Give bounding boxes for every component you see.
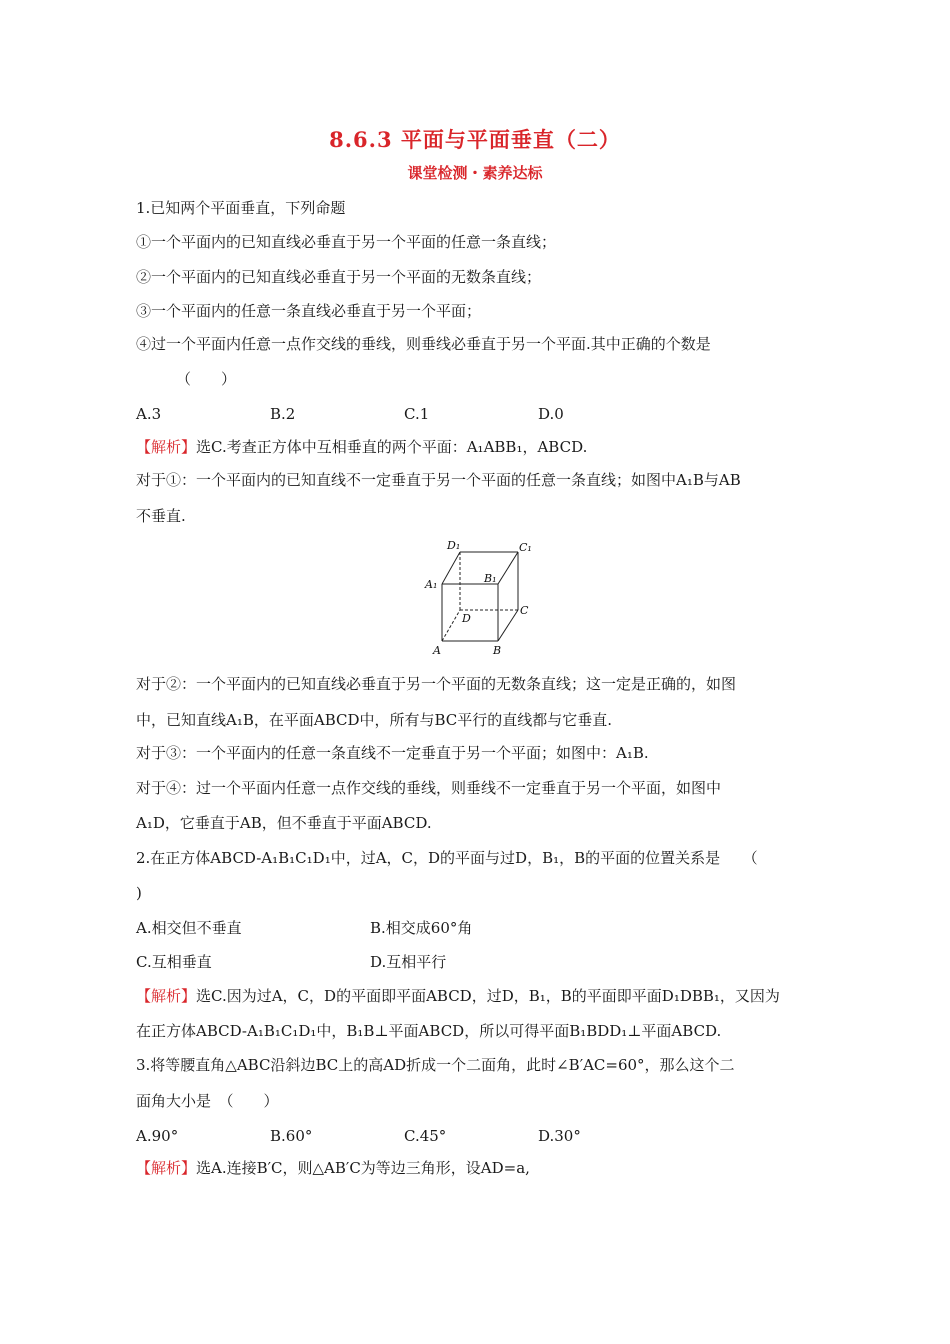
q2-option-a: A.相交但不垂直 bbox=[136, 919, 242, 937]
cube-figure bbox=[420, 536, 535, 658]
analysis-tag: 【解析】 bbox=[136, 438, 197, 456]
q1-item-2: ②一个平面内的已知直线必垂直于另一个平面的无数条直线； bbox=[136, 268, 542, 286]
q1-analysis-line-4: 对于②：一个平面内的已知直线必垂直于另一个平面的无数条直线；这一定是正确的，如图 bbox=[136, 675, 737, 693]
q3-analysis-line-1 bbox=[136, 1158, 530, 1178]
q1-analysis-line-3: 不垂直. bbox=[136, 507, 186, 525]
q3-option-c: C.45° bbox=[404, 1127, 447, 1145]
q1-option-b: B.2 bbox=[270, 405, 296, 423]
q2-option-b: B.相交成60°角 bbox=[370, 919, 473, 937]
edge-b1c1 bbox=[498, 552, 518, 584]
q1-analysis-text: 选C.考查正方体中互相垂直的两个平面：A₁ABB₁，ABCD. bbox=[196, 438, 588, 456]
label-a1: A₁ bbox=[425, 578, 438, 591]
section-subtitle: 课堂检测・素养达标 bbox=[407, 164, 543, 182]
analysis-tag: 【解析】 bbox=[136, 1159, 197, 1177]
label-c: C bbox=[520, 604, 529, 617]
label-c1: C₁ bbox=[519, 541, 532, 554]
label-b1: B₁ bbox=[484, 572, 497, 585]
q2-analysis-text: 选C.因为过A，C，D的平面即平面ABCD，过D，B₁，B的平面即平面D₁DBB₁，又因为 bbox=[196, 987, 780, 1005]
label-a: A bbox=[433, 644, 441, 657]
q1-option-c: C.1 bbox=[404, 405, 430, 423]
q1-answer-paren: （ ） bbox=[176, 370, 237, 388]
page-title: 8.6.3 平面与平面垂直（二） bbox=[329, 127, 621, 152]
q3-option-b: B.60° bbox=[270, 1127, 313, 1145]
q1-item-1: ①一个平面内的已知直线必垂直于另一个平面的任意一条直线； bbox=[136, 233, 557, 251]
q1-analysis-line-5: 中，已知直线A₁B，在平面ABCD中，所有与BC平行的直线都与它垂直. bbox=[136, 711, 613, 729]
edge-ad-hidden bbox=[442, 610, 460, 641]
q2-stem-line-2: ) bbox=[136, 884, 142, 902]
label-d1: D₁ bbox=[447, 539, 461, 552]
q2-analysis-line-2: 在正方体ABCD-A₁B₁C₁D₁中，B₁B⊥平面ABCD，所以可得平面B₁BDD₁⊥平面ABCD. bbox=[136, 1022, 722, 1040]
q3-analysis-text: 选A.连接B′C，则△AB′C为等边三角形，设AD=a, bbox=[196, 1159, 530, 1177]
q2-option-d: D.互相平行 bbox=[370, 953, 447, 971]
q1-analysis-line-8: A₁D，它垂直于AB，但不垂直于平面ABCD. bbox=[136, 814, 432, 832]
analysis-tag: 【解析】 bbox=[136, 987, 197, 1005]
q1-analysis-line-6: 对于③：一个平面内的任意一条直线不一定垂直于另一个平面；如图中：A₁B. bbox=[136, 744, 649, 762]
label-b: B bbox=[493, 644, 502, 657]
q1-option-d: D.0 bbox=[538, 405, 564, 423]
q3-option-d: D.30° bbox=[538, 1127, 581, 1145]
q1-analysis-line-7: 对于④：过一个平面内任意一点作交线的垂线，则垂线不一定垂直于另一个平面，如图中 bbox=[136, 779, 722, 797]
label-d: D bbox=[462, 612, 471, 625]
q3-stem-line-2: 面角大小是 （ ） bbox=[136, 1092, 279, 1110]
q1-item-3: ③一个平面内的任意一条直线必垂直于另一个平面； bbox=[136, 302, 482, 320]
edge-a1d1 bbox=[442, 552, 460, 584]
q1-analysis-line-1 bbox=[136, 437, 587, 457]
q1-stem: 1.已知两个平面垂直，下列命题 bbox=[136, 199, 346, 217]
q2-analysis-line-1 bbox=[136, 986, 780, 1006]
q2-option-c: C.互相垂直 bbox=[136, 953, 212, 971]
q3-option-a: A.90° bbox=[136, 1127, 179, 1145]
q3-stem-line-1: 3.将等腰直角△ABC沿斜边BC上的高AD折成一个二面角，此时∠B′AC=60°，那么这个二 bbox=[136, 1056, 735, 1074]
edge-bc bbox=[498, 610, 518, 641]
q1-item-4: ④过一个平面内任意一点作交线的垂线，则垂线必垂直于另一个平面.其中正确的个数是 bbox=[136, 335, 711, 353]
q1-analysis-line-2: 对于①：一个平面内的已知直线不一定垂直于另一个平面的任意一条直线；如图中A₁B与AB bbox=[136, 471, 741, 489]
q1-option-a: A.3 bbox=[136, 405, 162, 423]
q2-stem-line-1: 2.在正方体ABCD-A₁B₁C₁D₁中，过A，C，D的平面与过D，B₁，B的平面的位置关系是 （ bbox=[136, 849, 758, 867]
